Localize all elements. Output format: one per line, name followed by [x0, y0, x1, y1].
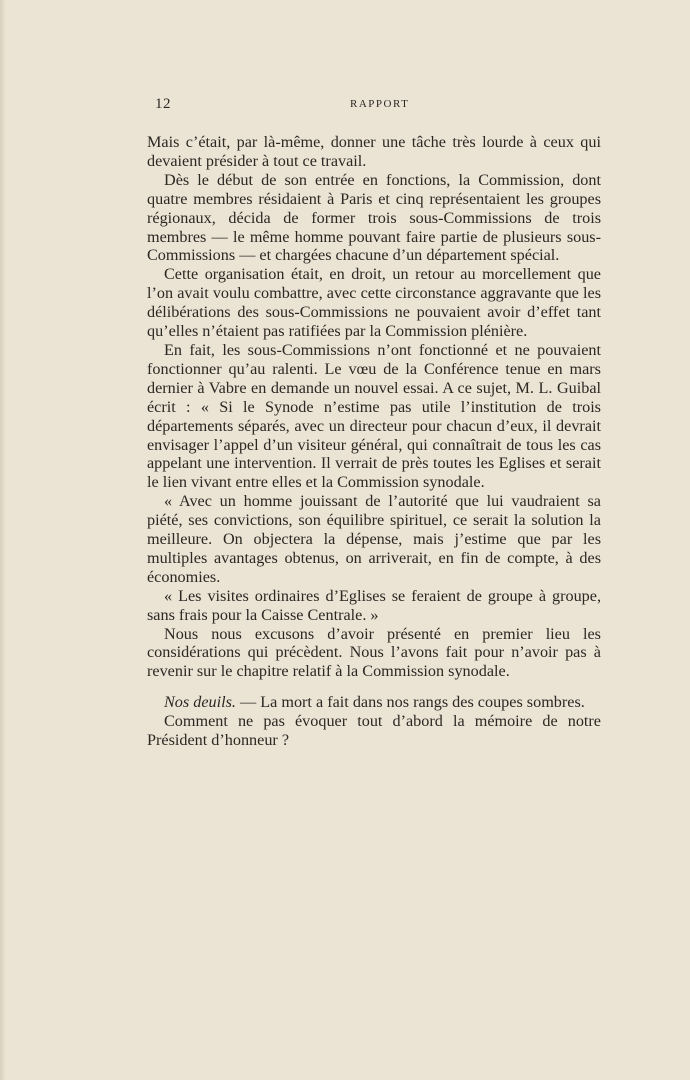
page-number: 12 — [155, 96, 171, 112]
paragraph: Cette organisation était, en droit, un retour au morcellement que l’on avait voulu combattre, avec cette circonstance aggravante que les délibérations des sous-Commissions ne pouvaient avoir d’effet tant qu’elles n’étaient pas ratifiées par la Commission plénière. — [147, 265, 601, 341]
paragraph: En fait, les sous-Commissions n’ont fonctionné et ne pouvaient fonctionner qu’au ralenti. Le vœu de la Conférence tenue en mars dernier à Vabre en demande un nouvel essai. A ce sujet, M. L. Guibal écrit : « Si le Synode n’estime pas utile l’institution de trois départements séparés, avec un directeur pour chacun d’eux, il devrait envisager l’appel d’un visiteur général, qui connaîtrait de tous les cas appelant une intervention. Il verrait de près toutes les Eglises et serait le lien vivant entre elles et la Commission synodale. — [147, 340, 601, 492]
paragraph: « Les visites ordinaires d’Eglises se feraient de groupe à groupe, sans frais pour la Caisse Centrale. » — [147, 586, 601, 624]
section-text: — La mort a fait dans nos rangs des coupes sombres. — [235, 693, 585, 712]
closing-paragraph: Comment ne pas évoquer tout d’abord la mémoire de notre Président d’honneur ? — [147, 712, 601, 750]
paragraph: « Avec un homme jouissant de l’autorité que lui vaudraient sa piété, ses convictions, son équilibre spirituel, ce serait la solution la meilleure. On objectera la dépense, mais j’estime que par les multiples avantages obtenus, on arriverait, en fin de compte, à des économies. — [147, 492, 601, 586]
page-header — [155, 96, 600, 116]
paragraph: Mais c’était, par là-même, donner une tâche très lourde à ceux qui devaient présider à tout ce travail. — [147, 133, 601, 170]
section-heading: Nos deuils. — [164, 693, 236, 712]
paragraph: Nous nous excusons d’avoir présenté en premier lieu les considérations qui précèdent. Nous l’avons fait pour n’avoir pas à revenir sur le chapitre relatif à la Commission synodale. — [147, 624, 601, 681]
body-text — [147, 133, 601, 750]
page-edge — [0, 0, 6, 1080]
section-paragraph — [147, 693, 601, 712]
running-head: RAPPORT — [350, 98, 410, 110]
paragraph: Dès le début de son entrée en fonctions, la Commission, dont quatre membres résidaient à Paris et cinq représentaient les groupes régionaux, décida de former trois sous-Commissions de trois membres — le même homme pouvant faire partie de plusieurs sous-Commissions — et chargées chacune d’un département spécial. — [147, 170, 601, 265]
